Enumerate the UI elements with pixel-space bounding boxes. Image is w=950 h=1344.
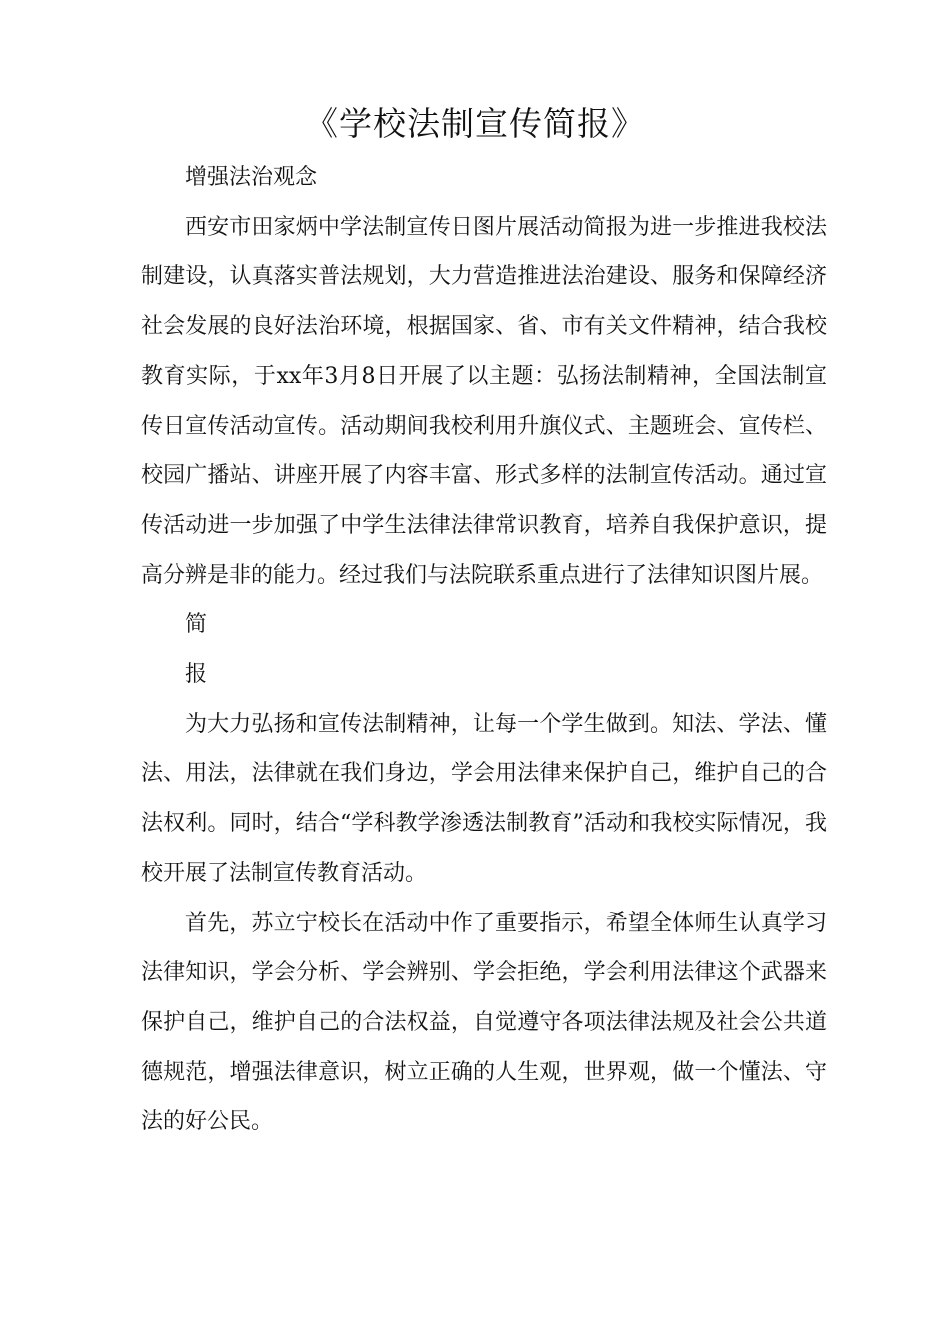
document-body — [141, 153, 827, 1147]
paragraph-heading-strengthen-law: 增强法治观念 — [185, 165, 318, 190]
document-title: 《学校法制宣传简报》 — [305, 104, 645, 143]
paragraph-bao: 报 — [185, 662, 208, 688]
paragraph-principal-remarks: 首先，苏立宁校长在活动中作了重要指示，希望全体师生认真学习法律知识，学会分析、学会辨别、学会拒绝，学会利用法律这个武器来保护自己，维护自己的合法权益，自觉遵守各项法律法规及社会公共道德规范，增强法律意识，树立正确的人生观，世界观，做一个懂法、守法的好公民。 — [141, 910, 827, 1135]
paragraph-purpose: 为大力弘扬和宣传法制精神，让每一个学生做到。知法、学法、懂法、用法，法律就在我们身边，学会用法律来保护自己，维护自己的合法权利。同时，结合“学科教学渗透法制教育”活动和我校实际情况，我校开展了法制宣传教育活动。 — [141, 711, 827, 886]
paragraph-jian: 简 — [185, 612, 208, 638]
paragraph-intro: 西安市田家炳中学法制宣传日图片展活动简报为进一步推进我校法制建设，认真落实普法规划，大力营造推进法治建设、服务和保障经济社会发展的良好法治环境，根据国家、省、市有关文件精神，结合我校教育实际，于xx年3月8日开展了以主题：弘扬法制精神，全国法制宣传日宣传活动宣传。活动期间我校利用升旗仪式、主题班会、宣传栏、校园广播站、讲座开展了内容丰富、形式多样的法制宣传活动。通过宣传活动进一步加强了中学生法律法律常识教育，培养自我保护意识，提高分辨是非的能力。经过我们与法院联系重点进行了法律知识图片展。 — [141, 214, 827, 588]
